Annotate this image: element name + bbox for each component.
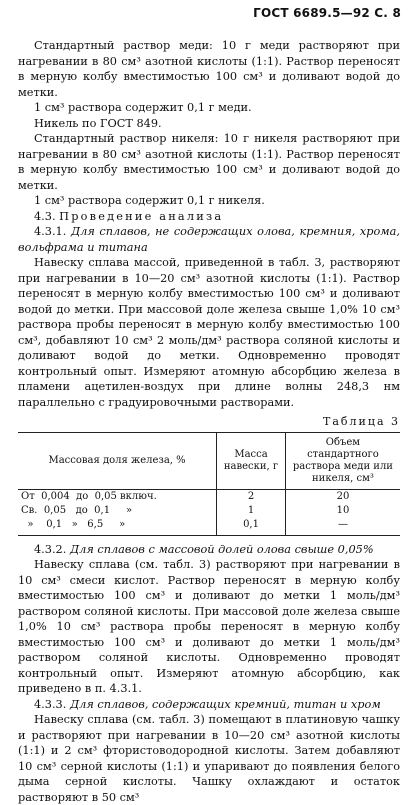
section-number: 4.3.3. — [34, 697, 67, 711]
section-title: Для сплавов с массовой долей олова свыше 0,05% — [69, 542, 374, 556]
table-cell: 10 — [285, 504, 400, 518]
table-cell: » 0,1 » 6,5 » — [21, 518, 126, 530]
paragraph-copy-standard: Стандартный раствор меди: 10 г меди растворяют при нагревании в 80 см³ азотной кислоты (1:1). Раствор переносят в мерную колбу вместимостью 100 см³ и доливают водой до метки. — [18, 39, 400, 99]
section-title: Проведение анализа — [59, 209, 224, 223]
section-4-3-1-heading — [18, 224, 400, 255]
paragraph-nickel-standard: Стандартный раствор никеля: 10 г никеля растворяют при нагревании в 80 см³ азотной кислоты (1:1). Раствор переносят в мерную колбу вместимостью 100 см³ и доливают водой до метки. — [18, 132, 400, 192]
table-cell: 1 — [217, 504, 286, 518]
table-header-row — [18, 432, 400, 489]
section-title: Для сплавов, не содержащих олова, кремния, хрома, вольфрама и титана — [18, 225, 400, 254]
table-header-cell: Объем стандартного раствора меди или никеля, см³ — [285, 432, 400, 489]
table-cell: 0,1 — [217, 518, 286, 535]
paragraph-copy-content: 1 см³ раствора содержит 0,1 г меди. — [34, 101, 252, 114]
table-caption: Таблица 3 — [323, 415, 400, 428]
page-header: ГОСТ 6689.5—92 С. 8 — [253, 6, 401, 20]
section-number: 4.3. — [34, 209, 56, 223]
section-4-3-3-text: Навеску сплава (см. табл. 3) помещают в платиновую чашку и растворяют при нагревании в 10—20 см³ азотной кислоты (1:1) и 2 см³ фтористоводородной кислоты. Затем добавляют 10 см³ серной кислоты (1:1) и упаривают до появления белого дыма серной кислоты. Чашку охлаждают и остаток растворяют в 50 см³ — [18, 713, 400, 804]
section-number: 4.3.2. — [34, 542, 67, 556]
section-number: 4.3.1. — [34, 225, 67, 238]
table-row — [18, 489, 400, 504]
section-title: Для сплавов, содержащих кремний, титан и хром — [69, 697, 381, 711]
table-cell: Св. 0,05 до 0,1 » — [21, 504, 133, 516]
paragraph-nickel-content: 1 см³ раствора содержит 0,1 г никеля. — [34, 194, 265, 207]
section-4-3-2-text: Навеску сплава (см. табл. 3) растворяют при нагревании в 10 см³ смеси кислот. Раствор переносят в мерную колбу вместимостью 100 см³ и доливают до метки 1 моль/дм³ раствором соляной кислоты. При массовой доле железа свыше 1,0% 10 см³ раствора пробы переносят в мерную колбу вместимостью 100 см³ и доливают до метки 1 моль/дм³ раствором соляной кислоты. Одновременно проводят контрольный опыт. Измеряют атомную абсорбцию, как приведено в п. 4.3.1. — [18, 558, 400, 695]
section-4-3-heading — [18, 209, 400, 225]
document-body — [18, 38, 400, 805]
section-4-3-3-heading — [18, 697, 400, 713]
table-bottom-rule — [18, 535, 400, 536]
table-cell: От 0,004 до 0,05 включ. — [21, 490, 157, 502]
section-4-3-2-heading — [18, 542, 400, 558]
table-3 — [18, 432, 400, 535]
paragraph-nickel-gost: Никель по ГОСТ 849. — [34, 116, 162, 130]
table-cell: 2 — [217, 489, 286, 504]
table-row — [18, 504, 400, 518]
table-header-cell: Массовая доля железа, % — [18, 432, 217, 489]
table-row — [18, 518, 400, 535]
section-4-3-1-text: Навеску сплава массой, приведенной в табл. 3, растворяют при нагревании в 10—20 см³ азотной кислоты (1:1). Раствор переносят в мерную колбу вместимостью 100 см³ и доливают водой до метки. При массовой доле железа свыше 1,0% 10 см³ раствора пробы переносят в мерную колбу вместимостью 100 см³, добавляют 10 см³ 2 моль/дм³ раствора соляной кислоты и доливают водой до метки. Одновременно проводят контрольный опыт. Измеряют атомную абсорбцию железа в пламени ацетилен-воздух при длине волны 248,3 нм параллельно с градуировочными растворами. — [18, 256, 400, 409]
table-header-cell: Масса навески, г — [217, 432, 286, 489]
table-cell: 20 — [285, 489, 400, 504]
table-cell: — — [285, 518, 400, 535]
